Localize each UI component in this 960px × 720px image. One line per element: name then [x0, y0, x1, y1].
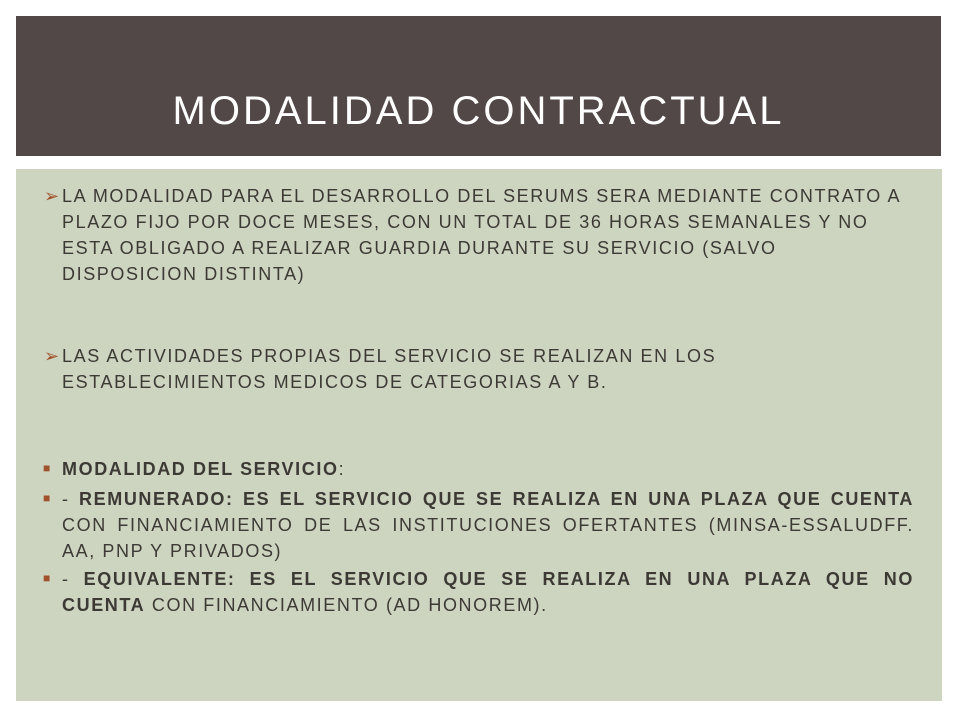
item-text: LAS ACTIVIDADES PROPIAS DEL SERVICIO SE REALIZAN EN LOS ESTABLECIMIENTOS MEDICOS DE CATEGORIAS A Y B.: [62, 346, 717, 392]
slide-title: MODALIDAD CONTRACTUAL: [172, 89, 785, 133]
item-prefix: -: [62, 569, 84, 589]
title-bar: [16, 16, 941, 156]
item-text: :: [338, 459, 346, 479]
item-bold-text: MODALIDAD DEL SERVICIO: [62, 459, 339, 479]
square-bullet-icon: ■: [43, 571, 52, 585]
item-bold-text: EQUIVALENTE: ES EL SERVICIO QUE SE REALIZA EN UNA PLAZA QUE NO CUENTA: [62, 569, 914, 615]
arrow-bullet-icon: ➢: [44, 346, 61, 366]
list-item-remunerado: [43, 486, 914, 564]
item-text: CON FINANCIAMIENTO (AD HONOREM).: [145, 595, 548, 615]
list-item-modalidad: [43, 456, 914, 482]
item-text: CON FINANCIAMIENTO DE LAS INSTITUCIONES OFERTANTES (MINSA-ESSALUDFF. AA, PNP Y PRIVADOS): [62, 515, 914, 561]
item-prefix: -: [62, 489, 80, 509]
list-item-activities: [44, 343, 914, 395]
item-bold-text: REMUNERADO: ES EL SERVICIO QUE SE REALIZA EN UNA PLAZA QUE CUENTA: [79, 489, 914, 509]
list-item-equivalente: [43, 566, 914, 618]
item-text: LA MODALIDAD PARA EL DESARROLLO DEL SERUMS SERA MEDIANTE CONTRATO A PLAZO FIJO POR DOCE MESES, CON UN TOTAL DE 36 HORAS SEMANALES Y NO ESTA OBLIGADO A REALIZAR GUARDIA DURANTE SU SERVICIO (SALVO DISPOSICION DISTINTA): [62, 186, 901, 284]
list-item-contract: [44, 183, 914, 287]
square-bullet-icon: ■: [43, 461, 52, 475]
arrow-bullet-icon: ➢: [44, 186, 61, 206]
square-bullet-icon: ■: [43, 491, 52, 505]
